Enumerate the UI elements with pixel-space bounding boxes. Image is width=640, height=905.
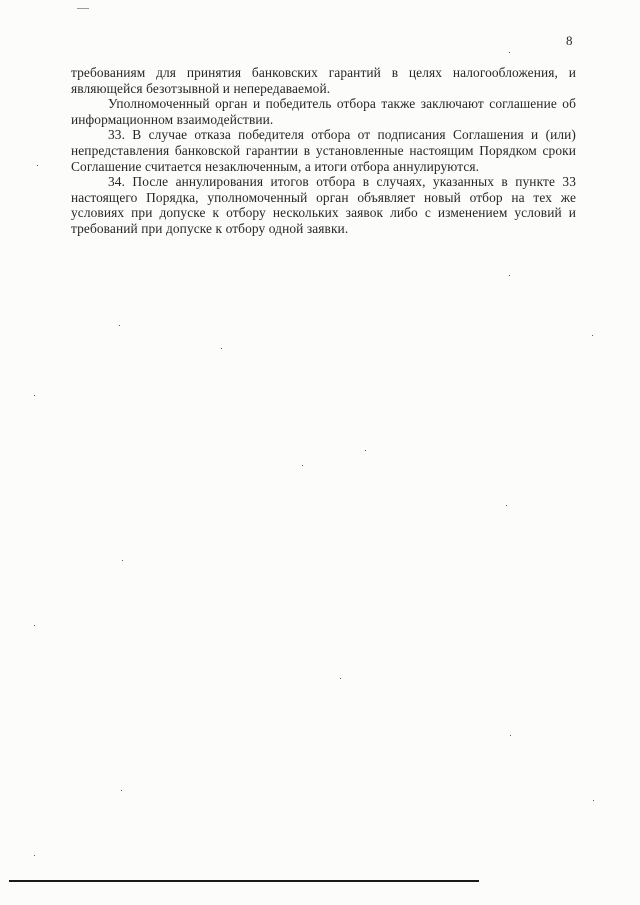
page-number: 8 [566, 33, 573, 48]
scan-speck [122, 560, 123, 561]
document-body [71, 65, 576, 237]
scan-speck [34, 395, 35, 396]
scan-speck [340, 678, 341, 679]
paragraph-34: 34. После аннулирования итогов отбора в случаях, указанных в пункте 33 настоящего Порядка, уполномоченный орган объявляет новый отбор на тех же условиях при допуске к отбору нескольких заявок либо с изменением условий и требований при допуске к отбору одной заявки. [71, 174, 576, 236]
scan-speck [593, 800, 594, 801]
paragraph-continuation: требованиям для принятия банковских гарантий в целях налогообложения, и являющейся безотзывной и непередаваемой. [71, 65, 576, 96]
scan-speck [506, 505, 507, 506]
scan-speck [221, 348, 222, 349]
scan-speck [509, 52, 510, 53]
scan-speck [119, 325, 120, 326]
scan-speck [121, 790, 122, 791]
scan-speck [302, 465, 303, 466]
scan-speck [510, 735, 511, 736]
scan-artifact [77, 8, 89, 9]
paragraph-agreement: Уполномоченный орган и победитель отбора также заключают соглашение об информационном взаимодействии. [71, 96, 576, 127]
scan-speck [34, 855, 35, 856]
scan-speck [365, 450, 366, 451]
scan-speck [34, 625, 35, 626]
scan-speck [37, 165, 38, 166]
bottom-edge-line [9, 880, 479, 882]
paragraph-33: 33. В случае отказа победителя отбора от подписания Соглашения и (или) непредставления банковской гарантии в установленные настоящим Порядком сроки Соглашение считается незаключенным, а итоги отбора аннулируются. [71, 127, 576, 174]
scan-speck [592, 335, 593, 336]
scan-speck [509, 275, 510, 276]
